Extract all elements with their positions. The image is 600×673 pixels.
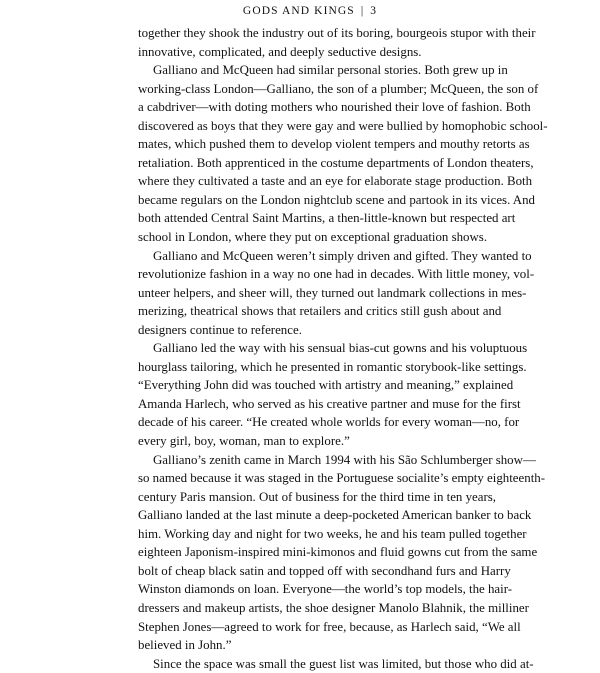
text-line: designers continue to reference. bbox=[138, 322, 302, 337]
running-head bbox=[138, 4, 482, 18]
text-line: merizing, theatrical shows that retailers and critics still gush about and bbox=[138, 304, 502, 319]
text-line: together they shook the industry out of its boring, bourgeois stupor with their bbox=[138, 26, 536, 40]
text-line: working-class London—Galliano, the son of a plumber; McQueen, the son of bbox=[138, 81, 539, 96]
page-number: 3 bbox=[370, 5, 378, 17]
text-line: mates, which pushed them to develop violent tempers and mouthy retorts as bbox=[138, 137, 530, 152]
text-line: Amanda Harlech, who served as his creative partner and muse for the first bbox=[138, 396, 521, 411]
text-line: so named because it was staged in the Portuguese socialite’s empty eighteenth- bbox=[138, 471, 546, 486]
text-line: bolt of cheap black satin and topped off with secondhand furs and Harry bbox=[138, 563, 511, 578]
text-line: Galliano and McQueen had similar personal stories. Both grew up in bbox=[153, 63, 508, 78]
text-line: both attended Central Saint Martins, a then-little-known but respected art bbox=[138, 211, 516, 226]
text-line: every girl, boy, woman, man to explore.” bbox=[138, 434, 350, 449]
text-line: dressers and makeup artists, the shoe designer Manolo Blahnik, the milliner bbox=[138, 600, 529, 615]
text-line: eighteen Japonism-inspired mini-kimonos and fluid gowns cut from the same bbox=[138, 545, 538, 560]
text-line: became regulars on the London nightclub scene and partook in its vices. And bbox=[138, 192, 535, 207]
running-head-title: GODS AND KINGS bbox=[242, 5, 355, 17]
text-line: school in London, where they put on exceptional graduation shows. bbox=[138, 230, 488, 245]
text-line: Since the space was small the guest list was limited, but those who did at- bbox=[153, 656, 534, 671]
text-line: revolutionize fashion in a way no one had in decades. With little money, vol- bbox=[138, 267, 535, 282]
text-line: Galliano led the way with his sensual bias-cut gowns and his voluptuous bbox=[153, 341, 528, 356]
text-line: retaliation. Both apprenticed in the costume departments of London theaters, bbox=[138, 155, 534, 170]
text-line: a cabdriver—with doting mothers who nourished their love of fashion. Both bbox=[138, 100, 531, 115]
text-line: hourglass tailoring, which he presented in romantic storybook-like settings. bbox=[138, 359, 527, 374]
text-line: Galliano and McQueen weren’t simply driven and gifted. They wanted to bbox=[153, 248, 532, 263]
text-line: Galliano landed at the last minute a deep-pocketed American banker to back bbox=[138, 508, 532, 523]
text-line: century Paris mansion. Out of business for the third time in ten years, bbox=[138, 489, 497, 504]
text-line: unteer helpers, and sheer will, they turned out landmark collections in mes- bbox=[138, 285, 527, 300]
running-head-separator: | bbox=[360, 5, 365, 17]
text-line: him. Working day and night for two weeks, he and his team pulled together bbox=[138, 526, 527, 541]
text-line: where they cultivated a taste and an eye for elaborate stage production. Both bbox=[138, 174, 533, 189]
text-line: Stephen Jones—agreed to work for free, because, as Harlech said, “We all bbox=[138, 619, 521, 634]
text-line: decade of his career. “He created whole worlds for every woman—no, for bbox=[138, 415, 520, 430]
text-line: Galliano’s zenith came in March 1994 with his São Schlumberger show— bbox=[153, 452, 536, 467]
text-line: Winston diamonds on loan. Everyone—the world’s top models, the hair- bbox=[138, 582, 513, 597]
body-text bbox=[138, 24, 548, 673]
text-line: discovered as boys that they were gay and were bullied by homophobic school- bbox=[138, 118, 548, 133]
text-line: innovative, complicated, and deeply seductive designs. bbox=[138, 44, 422, 59]
text-line: believed in John.” bbox=[138, 638, 232, 653]
text-line: “Everything John did was touched with artistry and meaning,” explained bbox=[138, 378, 514, 393]
